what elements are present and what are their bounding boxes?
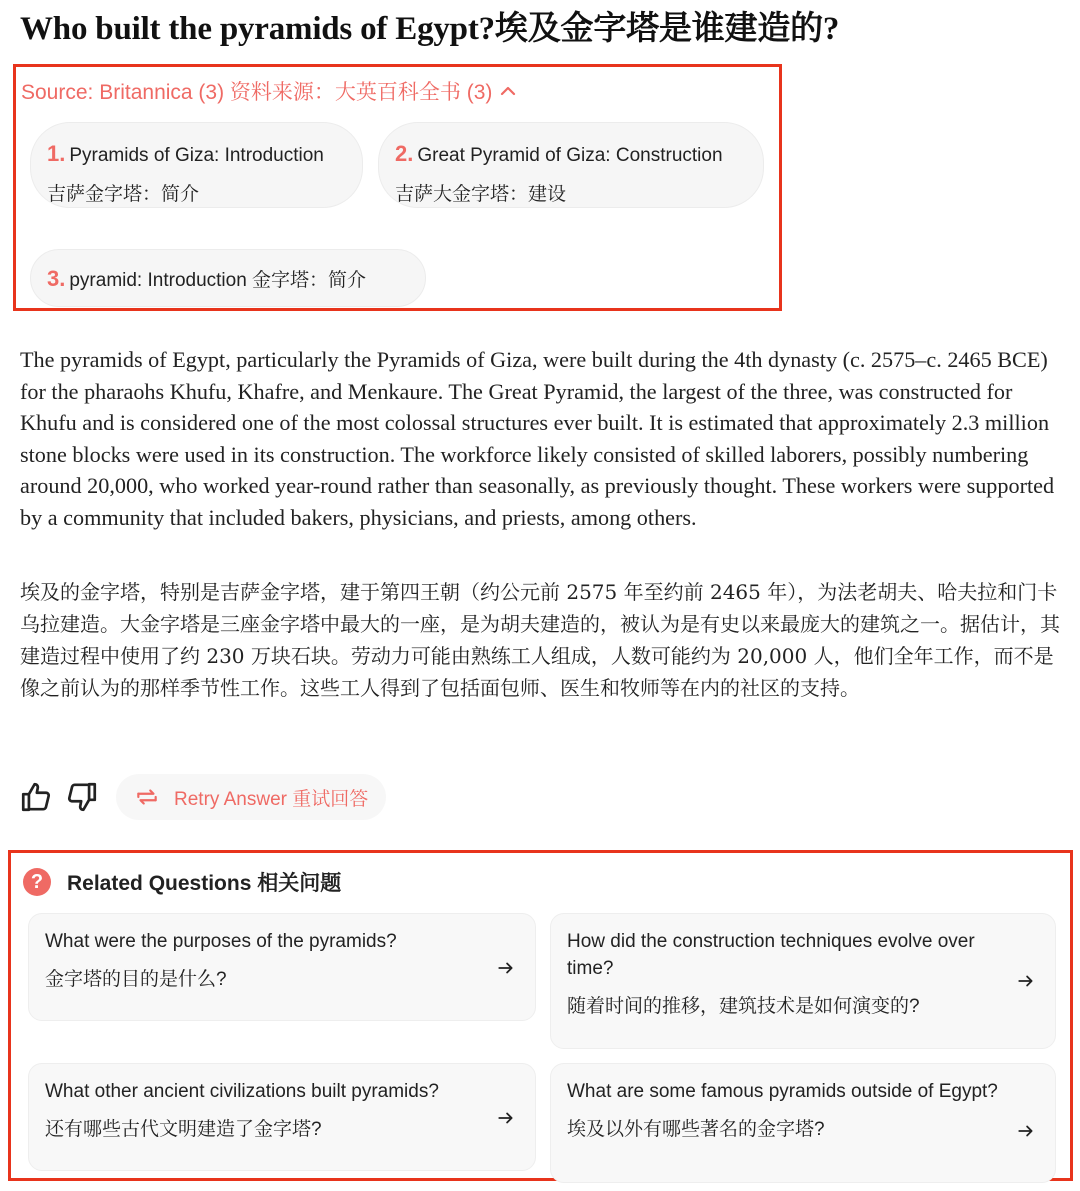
source-title-zh: 吉萨金字塔：简介 <box>47 184 200 205</box>
chevron-up-icon <box>500 83 516 99</box>
retry-icon <box>134 784 160 810</box>
question-en: What were the purposes of the pyramids? <box>45 931 397 952</box>
sources-toggle[interactable] <box>21 76 516 106</box>
arrow-right-icon <box>1017 972 1035 990</box>
source-number: 2. <box>395 141 414 166</box>
related-question-1[interactable] <box>28 913 536 1021</box>
thumbs-down-button[interactable] <box>64 779 100 815</box>
source-card-2[interactable] <box>378 122 764 208</box>
sources-header-label: Source: Britannica (3) 资料来源：大英百科全书 (3) <box>21 81 493 104</box>
related-header-label: Related Questions 相关问题 <box>67 872 342 895</box>
question-en: How did the construction techniques evolve over time? <box>567 931 975 979</box>
arrow-right-icon <box>497 1109 515 1127</box>
answer-actions <box>18 774 386 820</box>
retry-answer-button[interactable] <box>116 774 386 820</box>
sources-panel <box>13 64 782 311</box>
related-questions-panel <box>8 850 1073 1181</box>
question-en: What other ancient civilizations built pyramids? <box>45 1081 439 1102</box>
thumbs-up-button[interactable] <box>18 779 54 815</box>
source-number: 1. <box>47 141 66 166</box>
source-title: pyramid: Introduction 金字塔：简介 <box>69 270 367 291</box>
related-question-4[interactable] <box>550 1063 1056 1183</box>
source-card-3[interactable] <box>30 249 426 307</box>
arrow-right-icon <box>1017 1122 1035 1140</box>
related-question-3[interactable] <box>28 1063 536 1171</box>
page-title: Who built the pyramids of Egypt?埃及金字塔是谁建造的? <box>20 11 840 47</box>
retry-label: Retry Answer 重试回答 <box>174 788 369 810</box>
source-card-1[interactable] <box>30 122 363 208</box>
arrow-right-icon <box>497 959 515 977</box>
question-mark-icon: ? <box>23 868 51 896</box>
source-title-zh: 吉萨大金字塔：建设 <box>395 184 567 205</box>
question-zh: 金字塔的目的是什么? <box>45 969 227 990</box>
question-zh: 随着时间的推移，建筑技术是如何演变的? <box>567 996 920 1017</box>
answer-text-zh: 埃及的金字塔，特别是吉萨金字塔，建于第四王朝（约公元前 2575 年至约前 2465 年），为法老胡夫、哈夫拉和门卡乌拉建造。大金字塔是三座金字塔中最大的一座，是为胡夫建造的，被认为是有史以来最庞大的建筑之一。据估计，其建造过程中使用了约 230 万块石块。劳动力可能由熟练工人组成，人数可能约为 20,000 人，他们全年工作，而不是像之前认为的那样季节性工作。这些工人得到了包括面包师、医生和牧师等在内的社区的支持。 <box>20 580 1060 700</box>
source-title: Pyramids of Giza: Introduction <box>69 145 324 166</box>
thumbs-down-icon <box>65 780 99 814</box>
answer-text-en: The pyramids of Egypt, particularly the Pyramids of Giza, were built during the 4th dynasty (c. 2575–c. 2465 BCE) for the pharaohs Khufu, Khafre, and Menkaure. The Great Pyramid, the largest of the three, was constructed for Khufu and is considered one of the most colossal structures ever built. It is estimated that approximately 2.3 million stone blocks were used in its construction. The workforce likely consisted of skilled laborers, possibly numbering around 20,000, who worked year-round rather than seasonally, as previously thought. These workers were supported by a community that included bakers, physicians, and priests, among others. <box>20 347 1055 530</box>
source-title: Great Pyramid of Giza: Construction <box>417 145 723 166</box>
question-en: What are some famous pyramids outside of Egypt? <box>567 1081 998 1102</box>
source-number: 3. <box>47 266 66 291</box>
related-questions-header <box>23 867 341 897</box>
question-zh: 还有哪些古代文明建造了金字塔? <box>45 1119 322 1140</box>
question-zh: 埃及以外有哪些著名的金字塔? <box>567 1119 825 1140</box>
thumbs-up-icon <box>19 780 53 814</box>
related-question-2[interactable] <box>550 913 1056 1049</box>
